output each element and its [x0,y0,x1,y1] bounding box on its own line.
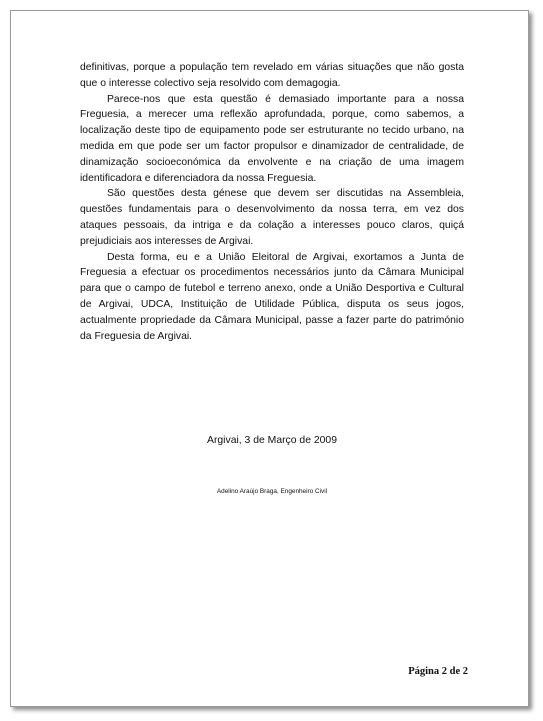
paragraph-2: Parece-nos que esta questão é demasiado importante para a nossa Freguesia, a merecer uma reflexão aprofundada, porque, como sabemos, a localização deste tipo de equipamento pode ser estruturante no tecido urbano, na medida em que pode ser um factor propulsor e dinamizador de centralidade, de dinamização socioeconómica da envolvente e na criação de uma imagem identificadora e diferenciadora da nossa Freguesia. [80,93,464,184]
paragraph-3: São questões desta génese que devem ser discutidas na Assembleia, questões fundamentais para o desenvolvimento da nossa terra, em vez dos ataques pessoais, da intriga e da colação a interesses pouco claros, quiçá prejudiciais aos interesses de Argivai. [80,188,464,247]
signature-line: Adelino Araújo Braga, Engenheiro Civil [216,488,328,495]
paragraph-4: Desta forma, eu e a União Eleitoral de Argivai, exortamos a Junta de Freguesia a efectuar os procedimentos necessários junto da Câmara Municipal para que o campo de futebol e terreno anexo, onde a União Desportiva e Cultural de Argivai, UDCA, Instituição de Utilidade Pública, disputa os seus jogos, actualmente propriedade da Câmara Municipal, passe a fazer parte do património da Freguesia de Argivai. [80,251,464,342]
place-and-date: Argivai, 3 de Março de 2009 [207,435,337,446]
page-number: Página 2 de 2 [408,666,468,677]
paragraph-1: definitivas, porque a população tem revelado em várias situações que não gosta que o interesse colectivo seja resolvido com demagogia. [80,62,464,89]
document-body [80,60,464,344]
document-page [10,10,529,707]
